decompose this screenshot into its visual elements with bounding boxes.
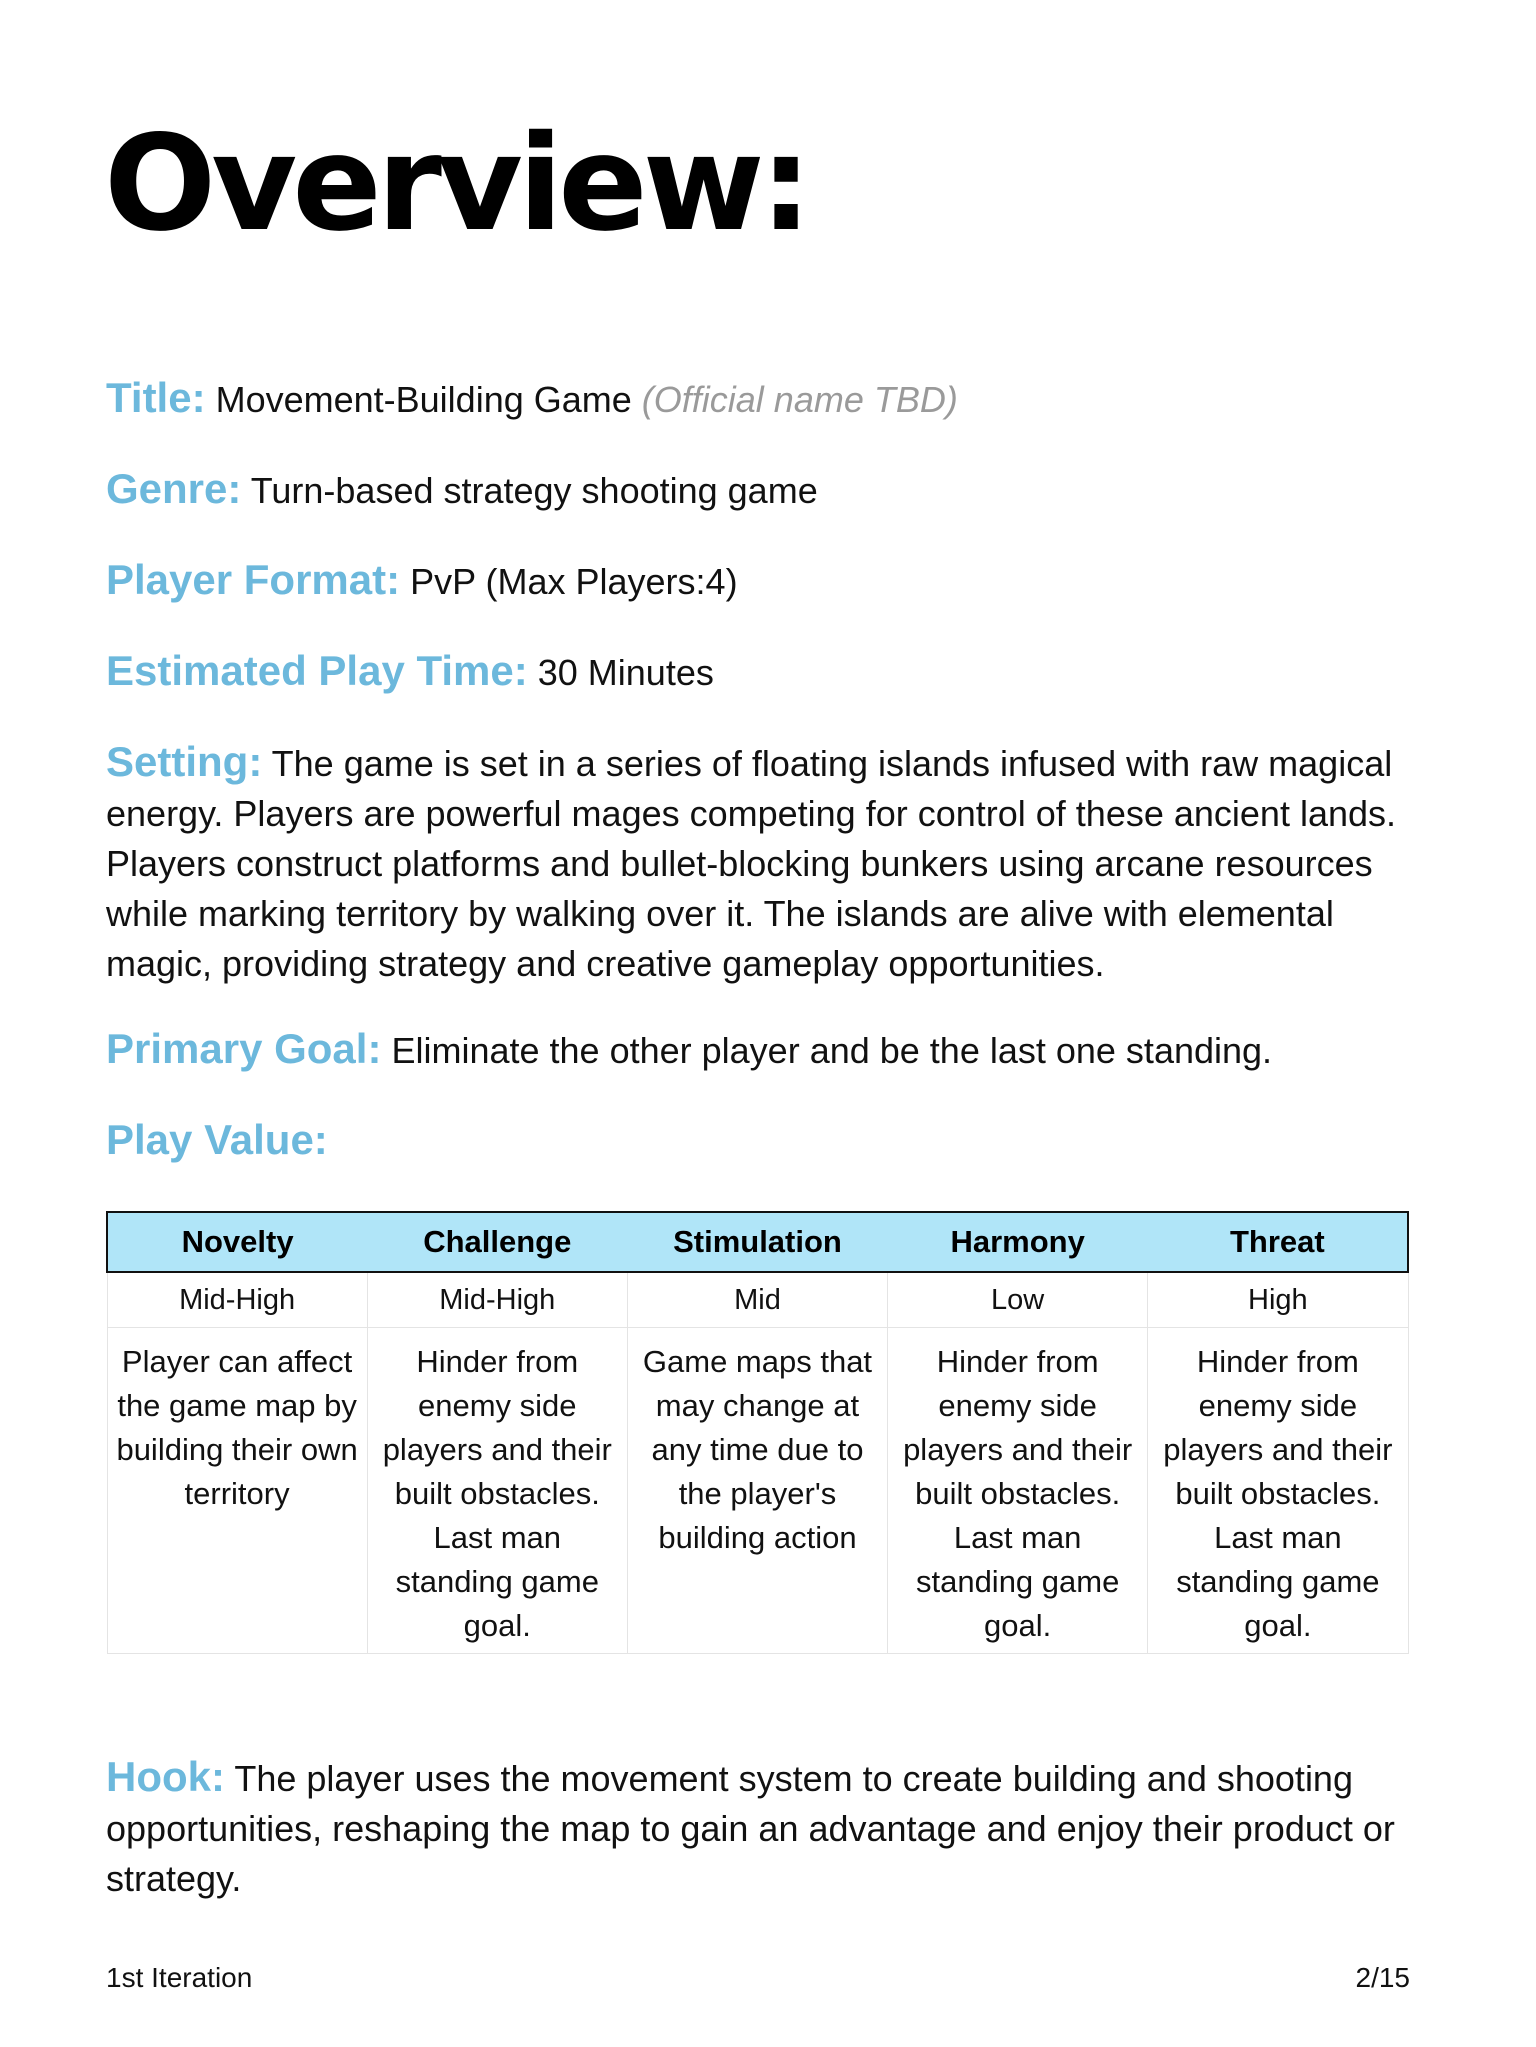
level-harmony: Low [888,1272,1148,1328]
description-novelty: Player can affect the game map by building their own territory [107,1328,367,1654]
setting-label: Setting: [106,738,263,785]
table-header-row [107,1212,1408,1272]
hook-field [106,1752,1446,1904]
genre-label: Genre: [106,465,242,512]
level-threat: High [1148,1272,1408,1328]
hook-label: Hook: [106,1753,225,1800]
footer-iteration: 1st Iteration [106,1962,253,1993]
description-challenge: Hinder from enemy side players and their built obstacles. Last man standing game goal. [367,1328,627,1654]
table-row-levels [107,1272,1408,1328]
header-stimulation: Stimulation [627,1212,887,1272]
play-value-field [106,1115,328,1167]
title-field [106,373,958,425]
hook-value: The player uses the movement system to create building and shooting opportunities, reshaping the map to gain an advantage and enjoy their product or strategy. [106,1758,1395,1899]
level-stimulation: Mid [627,1272,887,1328]
title-value: Movement-Building Game [215,379,632,420]
level-novelty: Mid-High [107,1272,367,1328]
primary-goal-field [106,1024,1272,1076]
header-challenge: Challenge [367,1212,627,1272]
player-format-field [106,555,738,607]
setting-value: The game is set in a series of floating islands infused with raw magical energy. Players are powerful mages competing for control of these ancient lands. Players construct platforms and bullet-blocking bunkers using arcane resources while marking territory by walking over it. The islands are alive with elemental magic, providing strategy and creative gameplay opportunities. [106,743,1397,984]
description-stimulation: Game maps that may change at any time due to the player's building action [627,1328,887,1654]
estimated-play-time-value: 30 Minutes [537,652,714,693]
description-threat: Hinder from enemy side players and their built obstacles. Last man standing game goal. [1148,1328,1408,1654]
estimated-play-time-label: Estimated Play Time: [106,647,528,694]
genre-value: Turn-based strategy shooting game [250,470,818,511]
estimated-play-time-field [106,646,714,698]
table-row-descriptions [107,1328,1408,1654]
player-format-value: PvP (Max Players:4) [410,561,738,602]
footer-page-number: 2/15 [1355,1962,1410,1993]
primary-goal-value: Eliminate the other player and be the last one standing. [391,1030,1273,1071]
title-label: Title: [106,374,206,421]
play-value-table [106,1211,1409,1654]
header-threat: Threat [1148,1212,1408,1272]
level-challenge: Mid-High [367,1272,627,1328]
title-note: (Official name TBD) [641,379,958,420]
setting-field [106,737,1446,989]
header-harmony: Harmony [888,1212,1148,1272]
genre-field [106,464,818,516]
play-value-label: Play Value: [106,1116,328,1163]
page-title: Overview: [104,107,808,261]
header-novelty: Novelty [107,1212,367,1272]
player-format-label: Player Format: [106,556,401,603]
description-harmony: Hinder from enemy side players and their built obstacles. Last man standing game goal. [888,1328,1148,1654]
primary-goal-label: Primary Goal: [106,1025,382,1072]
